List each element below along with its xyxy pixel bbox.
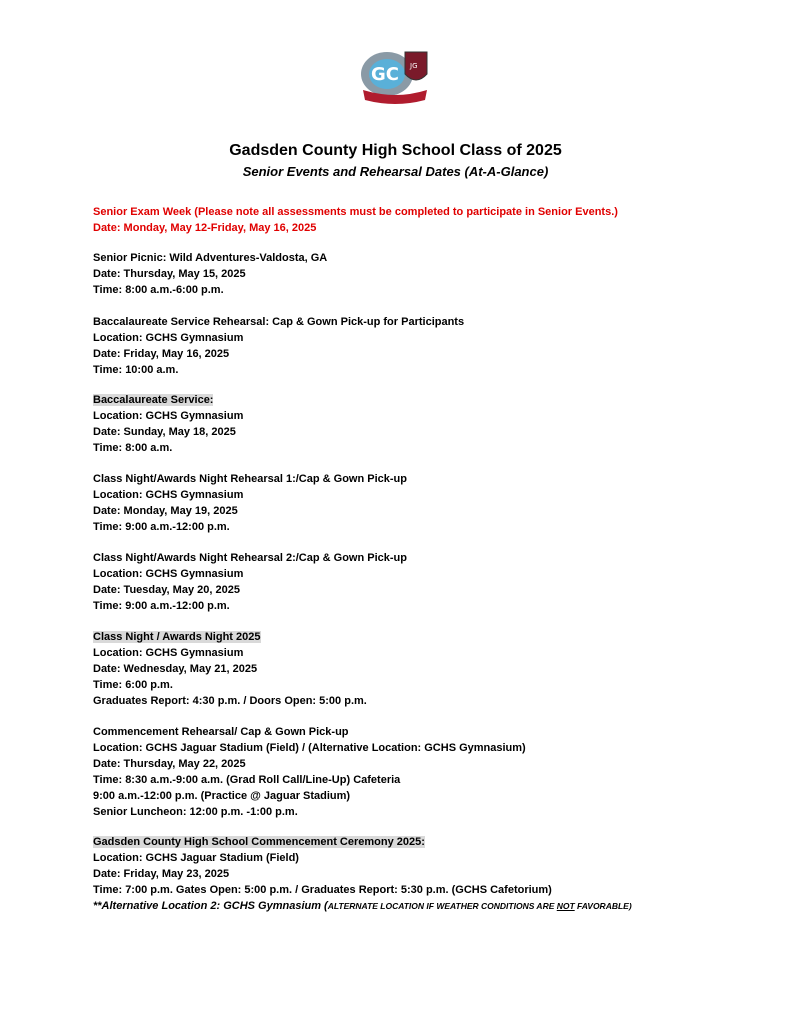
section-line: Time: 8:00 a.m.	[93, 442, 173, 454]
section-line: Date: Friday, May 23, 2025	[93, 868, 230, 880]
section-line: Location: GCHS Jaguar Stadium (Field)	[93, 852, 299, 864]
section-line: Location: GCHS Jaguar Stadium (Field) / (Alternative Location: GCHS Gymnasium)	[93, 742, 526, 754]
section-heading: Class Night / Awards Night 2025	[93, 631, 261, 643]
section-heading: Class Night/Awards Night Rehearsal 1:/Cap & Gown Pick-up	[93, 473, 407, 485]
section-class-night	[93, 629, 367, 709]
section-commencement-rehearsal	[93, 724, 526, 820]
section-line: Date: Friday, May 16, 2025	[93, 348, 230, 360]
section-line: Date: Sunday, May 18, 2025	[93, 426, 236, 438]
section-line: Time: 6:00 p.m.	[93, 679, 173, 691]
section-line: Location: GCHS Gymnasium	[93, 647, 244, 659]
section-baccalaureate-rehearsal	[93, 314, 464, 378]
exam-week-date: Date: Monday, May 12-Friday, May 16, 2025	[93, 222, 317, 234]
section-line: Date: Tuesday, May 20, 2025	[93, 584, 240, 596]
section-line: Time: 8:30 a.m.-9:00 a.m. (Grad Roll Call/Line-Up) Cafeteria	[93, 774, 401, 786]
alternative-location-note: **Alternative Location 2: GCHS Gymnasium (ALTERNATE LOCATION IF WEATHER CONDITIONS ARE NOT FAVORABLE)	[93, 900, 632, 912]
exam-week-heading: Senior Exam Week (Please note all assessments must be completed to participate in Senior Events.)	[93, 206, 618, 218]
section-line: Date: Thursday, May 15, 2025	[93, 268, 246, 280]
section-line: Date: Wednesday, May 21, 2025	[93, 663, 258, 675]
section-heading: Gadsden County High School Commencement Ceremony 2025:	[93, 836, 425, 848]
school-logo	[357, 44, 433, 108]
section-senior-picnic	[93, 250, 327, 298]
section-line: Time: 9:00 a.m.-12:00 p.m.	[93, 521, 230, 533]
section-heading: Commencement Rehearsal/ Cap & Gown Pick-up	[93, 726, 349, 738]
svg-text:GC: GC	[371, 64, 399, 85]
section-class-night-rehearsal-1	[93, 471, 407, 535]
document-subtitle: Senior Events and Rehearsal Dates (At-A-Glance)	[242, 164, 549, 179]
section-line: Graduates Report: 4:30 p.m. / Doors Open: 5:00 p.m.	[93, 695, 367, 707]
section-line: Time: 10:00 a.m.	[93, 364, 179, 376]
section-heading: Senior Picnic: Wild Adventures-Valdosta, GA	[93, 252, 328, 264]
section-heading: Baccalaureate Service Rehearsal: Cap & Gown Pick-up for Participants	[93, 316, 465, 328]
section-line: Time: 8:00 a.m.-6:00 p.m.	[93, 284, 224, 296]
document-title: Gadsden County High School Class of 2025	[229, 142, 562, 159]
section-line: Time: 9:00 a.m.-12:00 p.m.	[93, 600, 230, 612]
section-line: Date: Thursday, May 22, 2025	[93, 758, 246, 770]
section-line: Location: GCHS Gymnasium	[93, 489, 244, 501]
section-line: Date: Monday, May 19, 2025	[93, 505, 238, 517]
section-line: Location: GCHS Gymnasium	[93, 332, 244, 344]
section-class-night-rehearsal-2	[93, 550, 407, 614]
section-line: Senior Luncheon: 12:00 p.m. -1:00 p.m.	[93, 806, 298, 818]
section-line: Time: 7:00 p.m. Gates Open: 5:00 p.m. / Graduates Report: 5:30 p.m. (GCHS Cafetorium)	[93, 884, 552, 896]
section-heading: Baccalaureate Service:	[93, 394, 214, 406]
svg-text:JG: JG	[410, 62, 418, 70]
section-commencement-ceremony	[93, 834, 632, 914]
section-line: Location: GCHS Gymnasium	[93, 410, 244, 422]
exam-week-notice	[93, 204, 618, 236]
section-baccalaureate-service	[93, 392, 243, 456]
section-heading: Class Night/Awards Night Rehearsal 2:/Cap & Gown Pick-up	[93, 552, 407, 564]
section-line: 9:00 a.m.-12:00 p.m. (Practice @ Jaguar Stadium)	[93, 790, 351, 802]
section-line: Location: GCHS Gymnasium	[93, 568, 244, 580]
